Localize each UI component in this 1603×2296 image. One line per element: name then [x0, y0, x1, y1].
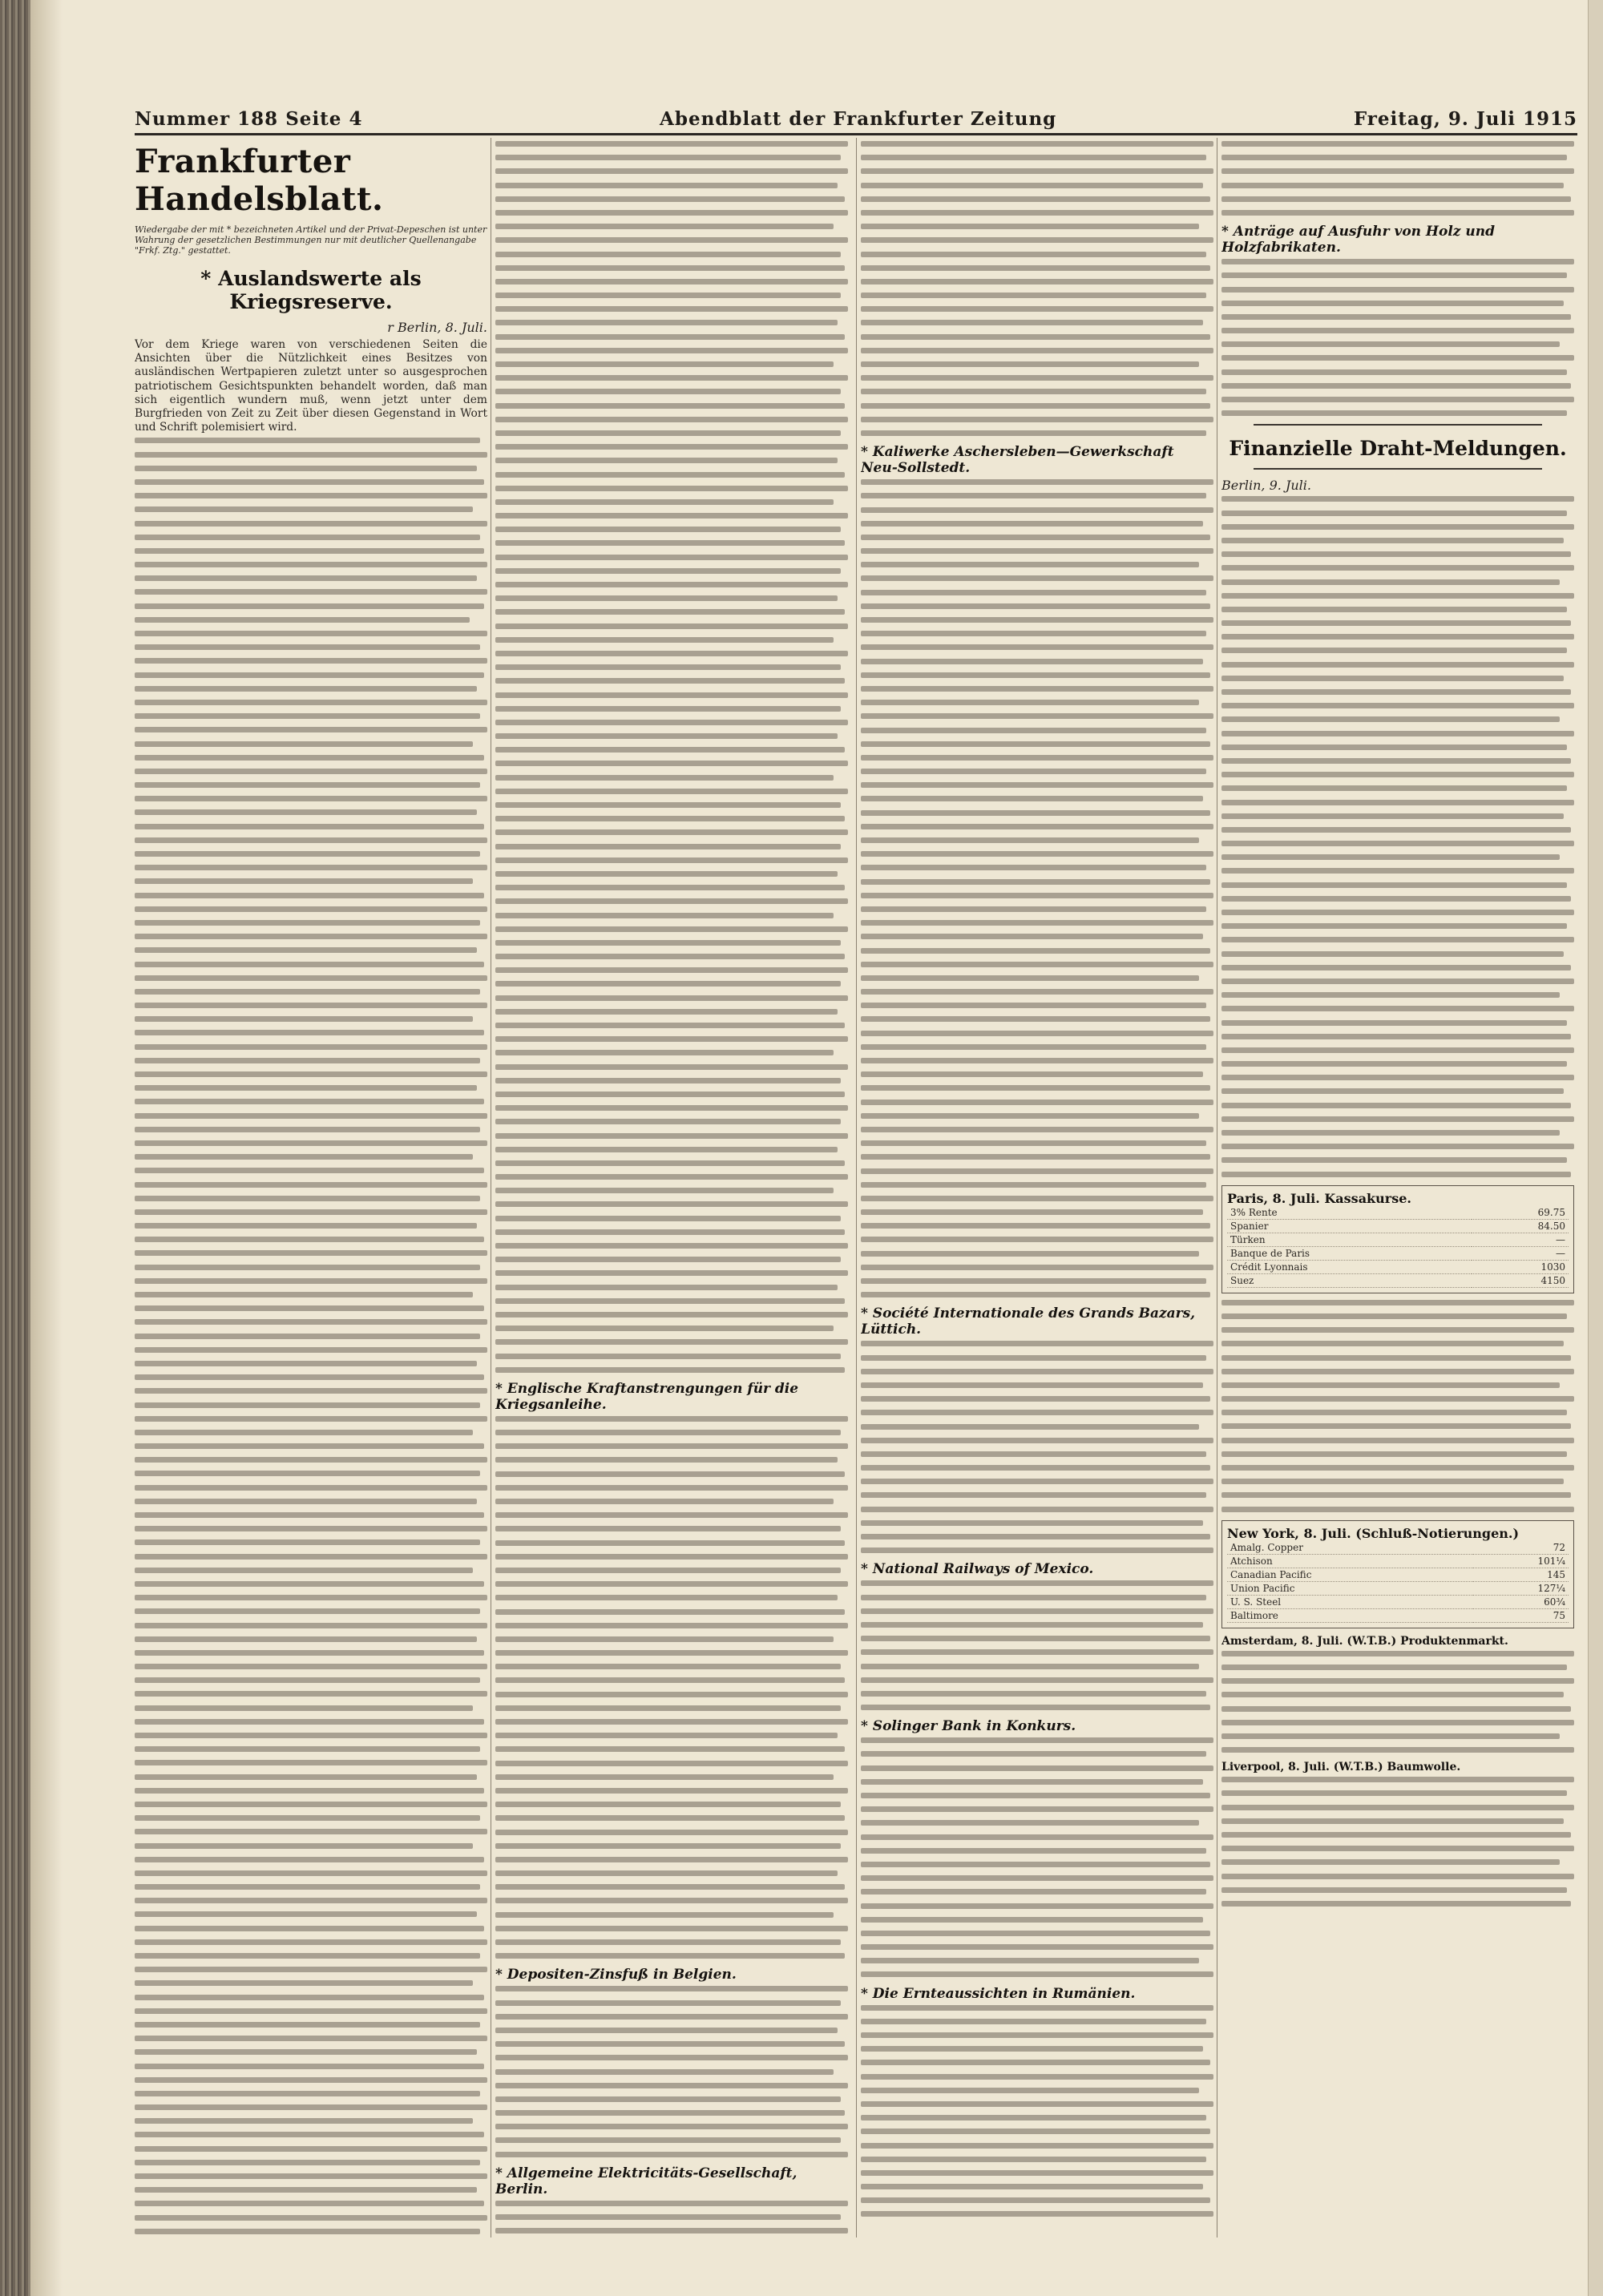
article-body — [135, 438, 487, 2237]
paper-name: Abendblatt der Frankfurter Zeitung — [660, 107, 1057, 130]
article-body — [495, 1416, 848, 1959]
section-title: Finanzielle Draht-Meldungen. — [1229, 437, 1567, 461]
reprint-notice: Wiedergabe der mit * bezeichneten Artikel und der Privat-Depeschen ist unter Wahrung der gesetzlichen Bestimmungen nur mit deutlicher Quellenangabe "Frkf. Ztg." gestattet. — [135, 224, 487, 256]
table-row: Banque de Paris — — [1227, 1246, 1569, 1260]
article-body — [495, 2201, 848, 2237]
table-row: Atchison 101¼ — [1227, 1554, 1569, 1568]
header-rule — [135, 133, 1577, 135]
article-dateline: r Berlin, 8. Juli. — [387, 320, 487, 335]
table-row: Türken — — [1227, 1233, 1569, 1246]
table-row: Crédit Lyonnais 1030 — [1227, 1260, 1569, 1273]
article-body — [861, 141, 1213, 436]
page-right-edge — [1588, 0, 1603, 2296]
table-row: 3% Rente 69.75 — [1227, 1206, 1569, 1220]
stacked-pages-edge — [0, 0, 30, 2296]
section-masthead: Frankfurter Handelsblatt. — [135, 143, 384, 218]
page-fold-shadow — [30, 0, 63, 2296]
article-intro: Vor dem Kriege waren von verschiedenen Seiten die Ansichten über die Nützlichkeit eines Besitzes von ausländischen Wertpapieren zuletzt unter so ausgesprochen patriotischem Gesichtspunkten behandelt worden, daß man sich eigentlich wundern muß, wenn jetzt unter dem Burgfrieden von Zeit zu Zeit über diesen Gegenstand in Wort und Schrift polemisiert wird. — [135, 338, 487, 434]
article-body — [1221, 1300, 1574, 1512]
article-body — [861, 1737, 1213, 1977]
table-row: Amalg. Copper 72 — [1227, 1541, 1569, 1555]
article-title: * Die Ernteaussichten in Rumänien. — [861, 1985, 1136, 2002]
newspaper-page — [30, 0, 1603, 2296]
table-row: Spanier 84.50 — [1227, 1219, 1569, 1233]
column-2 — [495, 138, 848, 2237]
table-row: U. S. Steel 60¾ — [1227, 1595, 1569, 1608]
amsterdam-report-title: Amsterdam, 8. Juli. (W.T.B.) Produktenmarkt. — [1221, 1634, 1508, 1648]
article-body — [861, 479, 1213, 1297]
issue-number: Nummer 188 Seite 4 — [135, 107, 363, 130]
column-1 — [135, 138, 487, 2237]
paris-table — [1227, 1206, 1569, 1288]
article-body — [1221, 1777, 1574, 1907]
article-body — [861, 1341, 1213, 1553]
article-body — [861, 1580, 1213, 1710]
paris-table-box — [1221, 1185, 1574, 1293]
table-row: Baltimore 75 — [1227, 1608, 1569, 1622]
article-body — [1221, 1651, 1574, 1753]
article-body — [1221, 259, 1574, 416]
liverpool-report-title: Liverpool, 8. Juli. (W.T.B.) Baumwolle. — [1221, 1761, 1461, 1774]
table-title: Paris, 8. Juli. Kassakurse. — [1227, 1190, 1411, 1206]
section-rule — [1254, 424, 1542, 426]
section-rule — [1254, 468, 1542, 470]
article-body — [495, 1986, 848, 2157]
article-body — [495, 141, 848, 1373]
table-row: Union Pacific 127¼ — [1227, 1581, 1569, 1595]
article-title: * Englische Kraftanstrengungen für die Kriegsanleihe. — [495, 1380, 799, 1413]
article-title: * Allgemeine Elektricitäts-Gesellschaft, Berlin. — [495, 2165, 797, 2197]
page-header — [135, 104, 1577, 133]
article-title: * Auslandswerte als Kriegsreserve. — [200, 267, 422, 313]
table-row: Suez 4150 — [1227, 1273, 1569, 1287]
article-title: * Société Internationale des Grands Bazars, Lüttich. — [861, 1305, 1196, 1338]
article-body — [1221, 141, 1574, 216]
column-rule — [856, 138, 857, 2237]
table-title: New York, 8. Juli. (Schluß-Notierungen.) — [1227, 1525, 1520, 1541]
article-title: * Solinger Bank in Konkurs. — [861, 1718, 1076, 1735]
new-york-table — [1227, 1541, 1569, 1623]
article-body — [861, 2005, 1213, 2217]
article-title: * Kaliwerke Aschersleben—Gewerkschaft Neu-Sollstedt. — [861, 444, 1174, 477]
issue-date: Freitag, 9. Juli 1915 — [1353, 107, 1577, 130]
article-title: * Anträge auf Ausfuhr von Holz und Holzfabrikaten. — [1221, 224, 1495, 256]
new-york-table-box — [1221, 1520, 1574, 1628]
report-dateline: Berlin, 9. Juli. — [1221, 478, 1311, 494]
column-3 — [861, 138, 1213, 2237]
article-title: * National Railways of Mexico. — [861, 1561, 1094, 1578]
column-4 — [1221, 138, 1574, 2237]
article-title: * Depositen-Zinsfuß in Belgien. — [495, 1967, 737, 1983]
article-body — [1221, 496, 1574, 1176]
table-row: Canadian Pacific 145 — [1227, 1568, 1569, 1581]
